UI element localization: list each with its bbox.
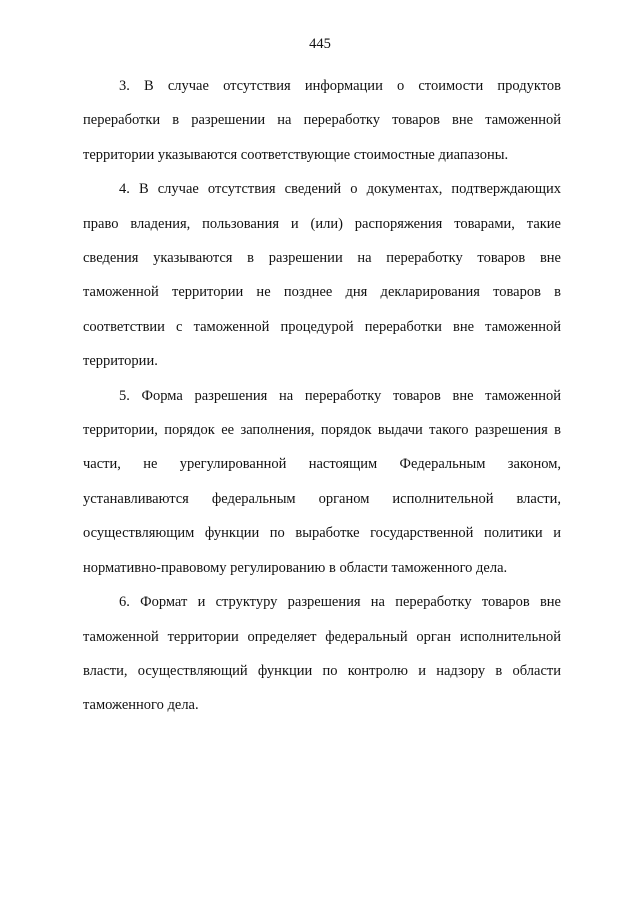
paragraph-4: 4. В случае отсутствия сведений о документах, подтверждающих право владения, пользования и (или) распоряжения товарами, такие сведения указываются в разрешении на переработку товаров вне таможенной территории не позднее дня декларирования товаров в соответствии с таможенной процедурой переработки вне таможенной территории.	[83, 181, 561, 370]
page-number: 445	[309, 36, 331, 52]
paragraph-6: 6. Формат и структуру разрешения на переработку товаров вне таможенной территории определяет федеральный орган исполнительной власти, осуществляющий функции по контролю и надзору в области таможенного дела.	[83, 594, 561, 714]
document-body	[83, 69, 561, 723]
paragraph-5: 5. Форма разрешения на переработку товаров вне таможенной территории, порядок ее заполнения, порядок выдачи такого разрешения в части, не урегулированной настоящим Федеральным законом, устанавливаются федеральным органом исполнительной власти, осуществляющим функции по выработке государственной политики и нормативно-правовому регулированию в области таможенного дела.	[83, 387, 561, 576]
paragraph-3: 3. В случае отсутствия информации о стоимости продуктов переработки в разрешении на переработку товаров вне таможенной территории указываются соответствующие стоимостные диапазоны.	[83, 78, 561, 163]
